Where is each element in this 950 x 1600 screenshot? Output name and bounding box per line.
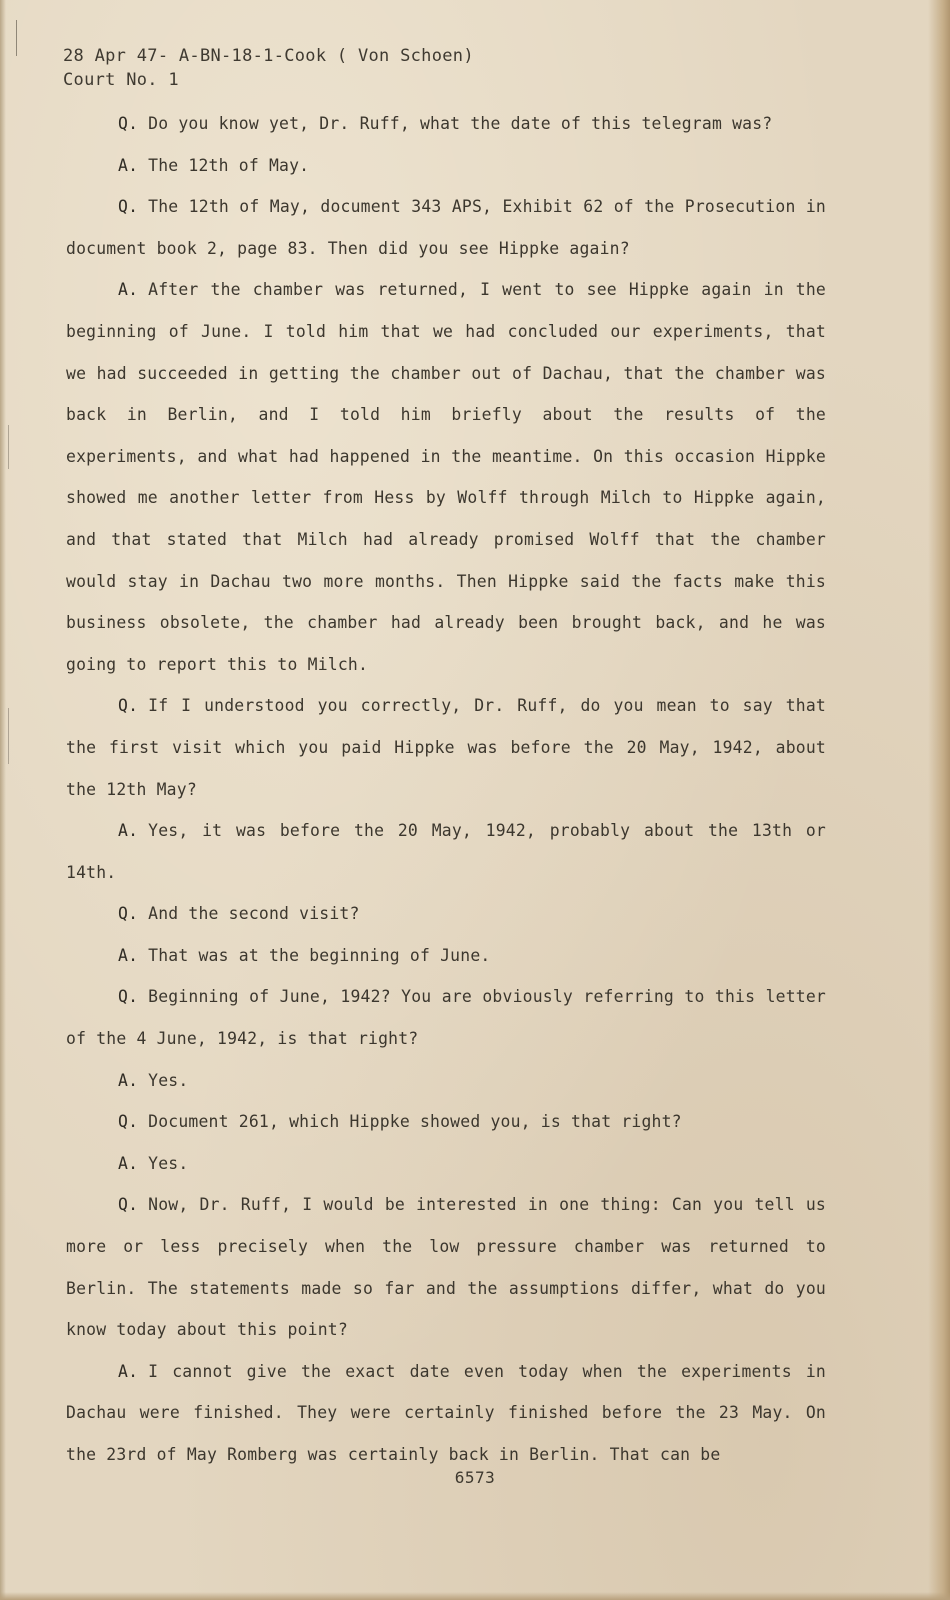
speaker-label: Q. <box>118 904 139 924</box>
paragraph-text: If I understood you correctly, Dr. Ruff, do you mean to say that the first visit which you paid Hippke was before the 20 May, 1942, about the 12th May? <box>66 696 826 799</box>
page-bottom-edge <box>0 1592 950 1600</box>
margin-pencil-mark <box>8 708 9 764</box>
header-court-line: Court No. 1 <box>63 70 179 90</box>
transcript-paragraph <box>66 976 826 1059</box>
speaker-label: Q. <box>118 1112 139 1132</box>
transcript-paragraph <box>66 1143 826 1185</box>
paragraph-text: After the chamber was returned, I went to see Hippke again in the beginning of June. I told him that we had concluded our experiments, that we had succeeded in getting the chamber out of Dachau, that the chamber was back in Berlin, and I told him briefly about the results of the experiments, and what had happened in the meantime. On this occasion Hippke showed me another letter from Hess by Wolff through Milch to Hippke again, and that stated that Milch had already promised Wolff that the chamber would stay in Dachau two more months. Then Hippke said the facts make this business obsolete, the chamber had already been brought back, and he was going to report this to Milch. <box>66 280 826 674</box>
speaker-label: Q. <box>118 1195 139 1215</box>
paragraph-text: Do you know yet, Dr. Ruff, what the date of this telegram was? <box>148 114 773 133</box>
speaker-label: A. <box>118 1070 139 1090</box>
page-number: 6573 <box>454 1468 496 1487</box>
speaker-label: A. <box>118 155 139 175</box>
transcript-paragraph <box>66 103 826 145</box>
header-reference-line: 28 Apr 47- A-BN-18-1-Cook ( Von Schoen) <box>63 46 474 66</box>
transcript-paragraph <box>66 1351 826 1476</box>
paragraph-text: The 12th of May, document 343 APS, Exhibit 62 of the Prosecution in document book 2, page 83. Then did you see Hippke again? <box>66 197 826 258</box>
transcript-paragraph <box>66 1184 826 1350</box>
speaker-label: A. <box>118 1153 139 1173</box>
transcript-paragraph <box>66 810 826 893</box>
page-left-edge <box>0 0 6 1600</box>
paragraph-text: Yes. <box>148 1070 189 1090</box>
speaker-label: A. <box>118 280 139 300</box>
speaker-label: Q. <box>118 696 139 716</box>
transcript-paragraph <box>66 935 826 977</box>
paragraph-text: Yes. <box>148 1153 189 1173</box>
paragraph-text: The 12th of May. <box>148 155 310 175</box>
margin-pencil-mark <box>8 425 9 469</box>
transcript-paragraph <box>66 1101 826 1143</box>
speaker-label: A. <box>118 1361 139 1381</box>
paragraph-text: And the second visit? <box>148 904 360 924</box>
speaker-label: A. <box>118 821 139 841</box>
speaker-label: Q. <box>118 114 139 133</box>
document-header <box>63 44 474 92</box>
paragraph-text: I cannot give the exact date even today when the experiments in Dachau were finished. They were certainly finished before the 23 May. On the 23rd of May Romberg was certainly back in Berlin. That can be <box>66 1361 826 1464</box>
speaker-label: Q. <box>118 197 139 217</box>
transcript-paragraph <box>66 186 826 269</box>
transcript-paragraph <box>66 893 826 935</box>
transcript-paragraph <box>66 1060 826 1102</box>
paragraph-text: Now, Dr. Ruff, I would be interested in one thing: Can you tell us more or less precisely when the low pressure chamber was returned to Berlin. The statements made so far and the assumptions differ, what do you know today about this point? <box>66 1195 826 1340</box>
paragraph-text: Document 261, which Hippke showed you, is that right? <box>148 1112 682 1132</box>
transcript-body <box>66 103 826 1476</box>
transcript-paragraph <box>66 269 826 685</box>
transcript-paragraph <box>66 145 826 187</box>
paragraph-text: That was at the beginning of June. <box>148 945 491 965</box>
speaker-label: A. <box>118 945 139 965</box>
speaker-label: Q. <box>118 987 139 1007</box>
paragraph-text: Yes, it was before the 20 May, 1942, probably about the 13th or 14th. <box>66 821 826 882</box>
transcript-paragraph <box>66 685 826 810</box>
margin-pencil-mark <box>16 20 17 56</box>
paragraph-text: Beginning of June, 1942? You are obviously referring to this letter of the 4 June, 1942, is that right? <box>66 987 826 1049</box>
page-right-edge <box>928 0 950 1600</box>
